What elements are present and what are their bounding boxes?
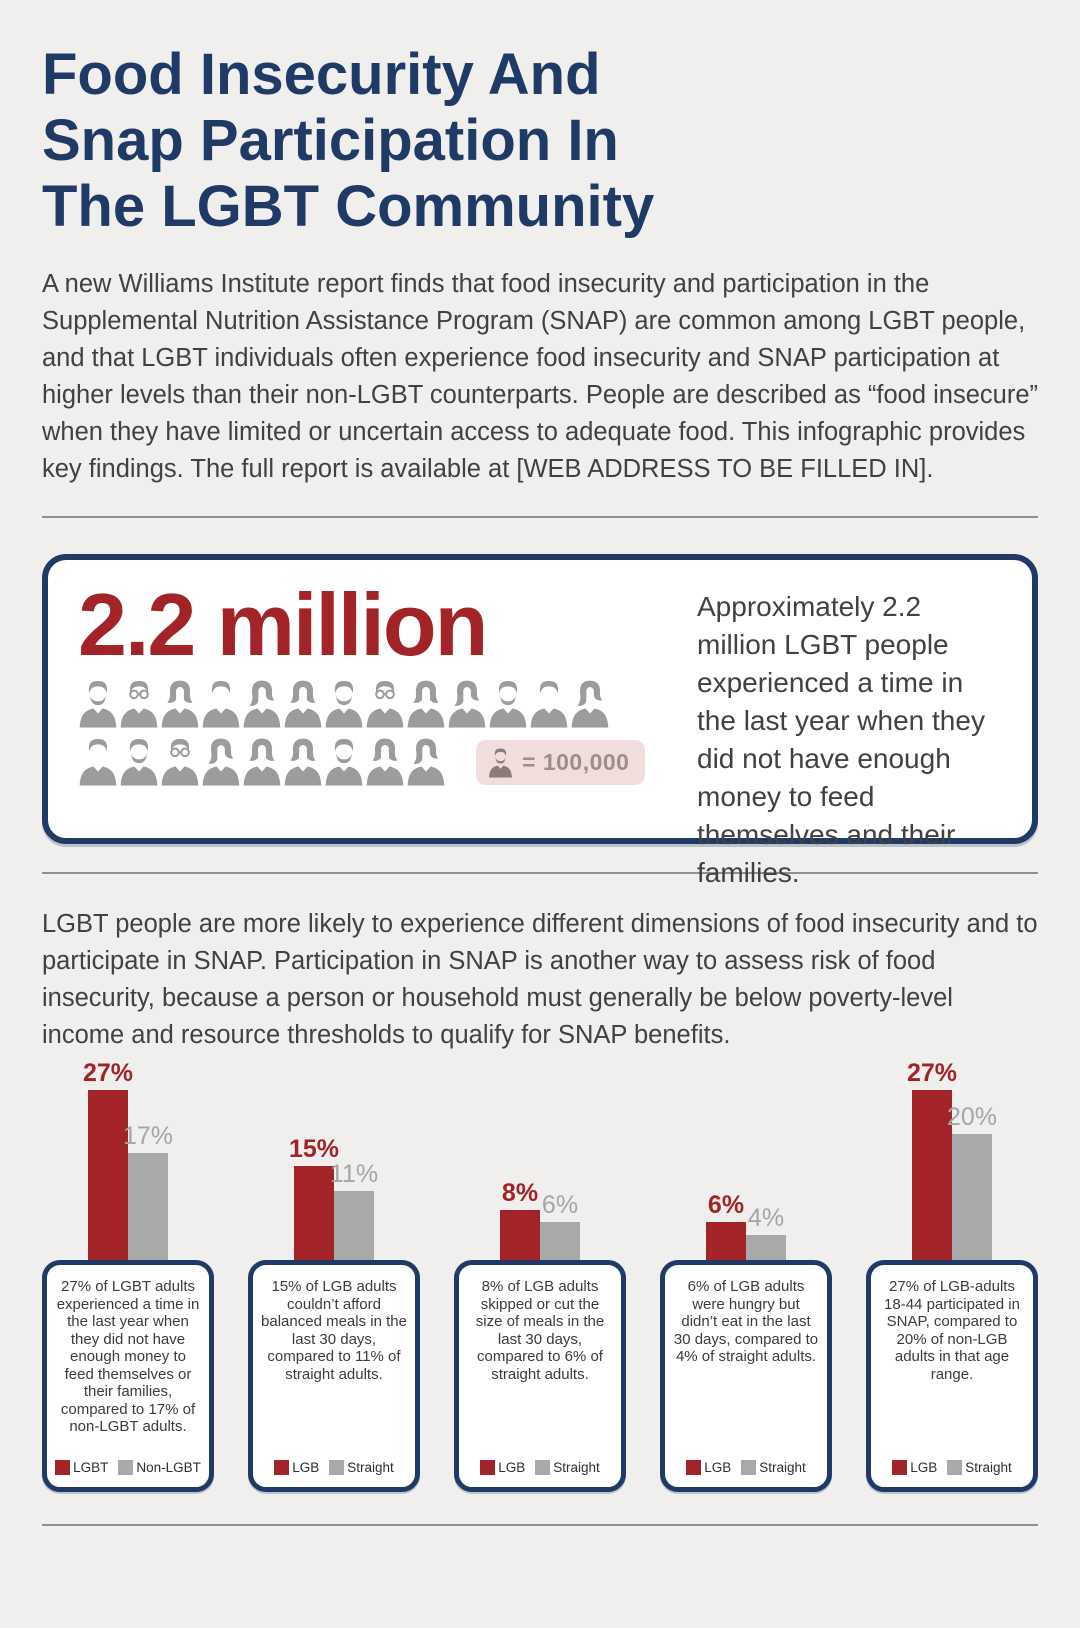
- page-title: [42, 42, 1038, 240]
- legend-swatch: [480, 1460, 495, 1475]
- person-icon: [488, 747, 513, 778]
- person-icon: [78, 734, 118, 789]
- person-icon: [242, 676, 282, 731]
- person-icon: [570, 676, 610, 731]
- legend-item: [892, 1460, 937, 1475]
- note-text: 27% of LGB-adults 18-44 participated in SNAP, compared to 20% of non-LGB adults in that age range.: [884, 1278, 1020, 1383]
- legend-swatch: [947, 1460, 962, 1475]
- legend-label: LGB: [498, 1460, 526, 1475]
- person-icon: [283, 734, 323, 789]
- legend-item: [329, 1460, 394, 1475]
- note-text: 6% of LGB adults were hungry but didn’t eat in the last 30 days, compared to 4% of straight adults.: [673, 1278, 819, 1366]
- note-box: [248, 1260, 420, 1492]
- bar-secondary: [122, 1121, 174, 1260]
- person-icon: [488, 676, 528, 731]
- stat-column: [42, 1056, 214, 1492]
- bar-value-secondary: 20%: [946, 1103, 998, 1131]
- bar-value-secondary: 17%: [122, 1121, 174, 1150]
- person-icon: [406, 734, 446, 789]
- section2-paragraph: LGBT people are more likely to experience different dimensions of food insecurity and to participate in SNAP. Participation in SNAP is another way to assess risk of food insecurity, because a person or household must generally be below poverty-level income and resource thresholds to qualify for SNAP benefits.: [42, 910, 1038, 1049]
- bar-secondary: [329, 1159, 379, 1260]
- person-icon: [119, 676, 159, 731]
- legend-item: [686, 1460, 731, 1475]
- legend-swatch: [741, 1460, 756, 1475]
- legend: [253, 1460, 415, 1475]
- people-row: [78, 676, 663, 731]
- bar-group: [866, 1056, 1038, 1260]
- person-icon: [406, 676, 446, 731]
- bar-primary: [288, 1134, 340, 1261]
- note-text: 8% of LGB adults skipped or cut the size of meals in the last 30 days, compared to 6% of straight adults.: [475, 1278, 605, 1383]
- bar-value-primary: 27%: [82, 1058, 134, 1087]
- person-icon: [160, 734, 200, 789]
- legend-item: [118, 1460, 201, 1475]
- big-number: 2.2 million: [78, 575, 487, 674]
- legend-item: [535, 1460, 600, 1475]
- legend-item: [947, 1460, 1012, 1475]
- bar-secondary: [540, 1191, 580, 1260]
- person-icon: [447, 676, 487, 731]
- legend-label: Straight: [759, 1460, 806, 1475]
- legend: [871, 1460, 1033, 1475]
- bar-secondary: [946, 1103, 998, 1260]
- title-line: Snap Participation In: [42, 108, 619, 173]
- bar-primary: [706, 1191, 746, 1260]
- legend-swatch: [686, 1460, 701, 1475]
- divider: [42, 1524, 1038, 1526]
- legend-label: LGB: [910, 1460, 938, 1475]
- legend-label: LGB: [292, 1460, 320, 1475]
- note-box: [660, 1260, 832, 1492]
- person-icon: [324, 676, 364, 731]
- note-box: [454, 1260, 626, 1492]
- legend-item: [480, 1460, 525, 1475]
- bar-primary: [82, 1058, 134, 1260]
- legend: [459, 1460, 621, 1475]
- bar-group: [42, 1056, 214, 1260]
- legend: [47, 1460, 209, 1475]
- stat-column: [454, 1056, 626, 1492]
- stat-column: [660, 1056, 832, 1492]
- bar-secondary: [746, 1203, 786, 1260]
- person-icon: [119, 734, 159, 789]
- stats-columns: [42, 1056, 1038, 1492]
- bar-value-secondary: 11%: [329, 1159, 379, 1188]
- intro-paragraph: A new Williams Institute report finds that food insecurity and participation in the Supplemental Nutrition Assistance Program (SNAP) are common among LGBT people, and that LGBT individuals often experience food insecurity and SNAP participation at higher levels than their non-LGBT counterparts. People are described as “food insecure” when they have limited or uncertain access to adequate food. This infographic provides key findings. The full report is available at [WEB ADDRESS TO BE FILLED IN].: [42, 270, 1039, 483]
- person-icon: [201, 734, 241, 789]
- note-text: 15% of LGB adults couldn’t afford balanced meals in the last 30 days, compared to 11% of straight adults.: [261, 1278, 407, 1383]
- bar-group: [660, 1056, 832, 1260]
- legend-item: [55, 1460, 108, 1475]
- title-line: Food Insecurity And: [42, 42, 601, 107]
- note-text: 27% of LGBT adults experienced a time in the last year when they did not have enough money to feed themselves or their families, compared to 17% of non-LGBT adults.: [56, 1278, 200, 1436]
- legend-label: Straight: [553, 1460, 600, 1475]
- bar-group: [454, 1056, 626, 1260]
- person-icon: [242, 734, 282, 789]
- legend-item: [741, 1460, 806, 1475]
- stat-column: [866, 1056, 1038, 1492]
- icon-key-label: = 100,000: [522, 748, 630, 775]
- highlight-description: Approximately 2.2 million LGBT people experienced a time in the last year when they did not have enough money to feed themselves and their families.: [697, 591, 985, 888]
- person-icon: [78, 676, 118, 731]
- person-icon: [324, 734, 364, 789]
- legend-swatch: [274, 1460, 289, 1475]
- bar-primary: [500, 1178, 540, 1260]
- title-line: The LGBT Community: [42, 174, 655, 239]
- legend-swatch: [55, 1460, 70, 1475]
- divider: [42, 872, 1038, 874]
- highlight-stat-box: [42, 554, 1038, 888]
- person-icon: [160, 676, 200, 731]
- person-icon: [201, 676, 241, 731]
- legend-label: Non-LGBT: [136, 1460, 201, 1475]
- legend-label: Straight: [347, 1460, 394, 1475]
- legend-swatch: [892, 1460, 907, 1475]
- bar-value-secondary: 4%: [747, 1203, 785, 1232]
- legend-label: LGBT: [73, 1460, 109, 1475]
- bar-value-primary: 6%: [707, 1191, 745, 1220]
- stat-column: [248, 1056, 420, 1492]
- legend-swatch: [329, 1460, 344, 1475]
- person-icon: [529, 676, 569, 731]
- person-icon: [365, 676, 405, 731]
- bar-value-secondary: 6%: [541, 1191, 579, 1220]
- note-box: [866, 1260, 1038, 1492]
- highlight-left: [78, 575, 663, 824]
- bar-group: [248, 1056, 420, 1260]
- note-box: [42, 1260, 214, 1492]
- divider: [42, 516, 1038, 518]
- legend-swatch: [118, 1460, 133, 1475]
- legend-label: Straight: [965, 1460, 1012, 1475]
- legend-swatch: [535, 1460, 550, 1475]
- person-icon: [283, 676, 323, 731]
- people-grid: [78, 676, 663, 789]
- person-icon: [365, 734, 405, 789]
- icon-key: [476, 740, 645, 785]
- legend-label: LGB: [704, 1460, 732, 1475]
- bar-value-primary: 27%: [906, 1058, 958, 1087]
- legend-item: [274, 1460, 319, 1475]
- bar-value-primary: 8%: [501, 1178, 539, 1207]
- bar-value-primary: 15%: [288, 1134, 340, 1163]
- legend: [665, 1460, 827, 1475]
